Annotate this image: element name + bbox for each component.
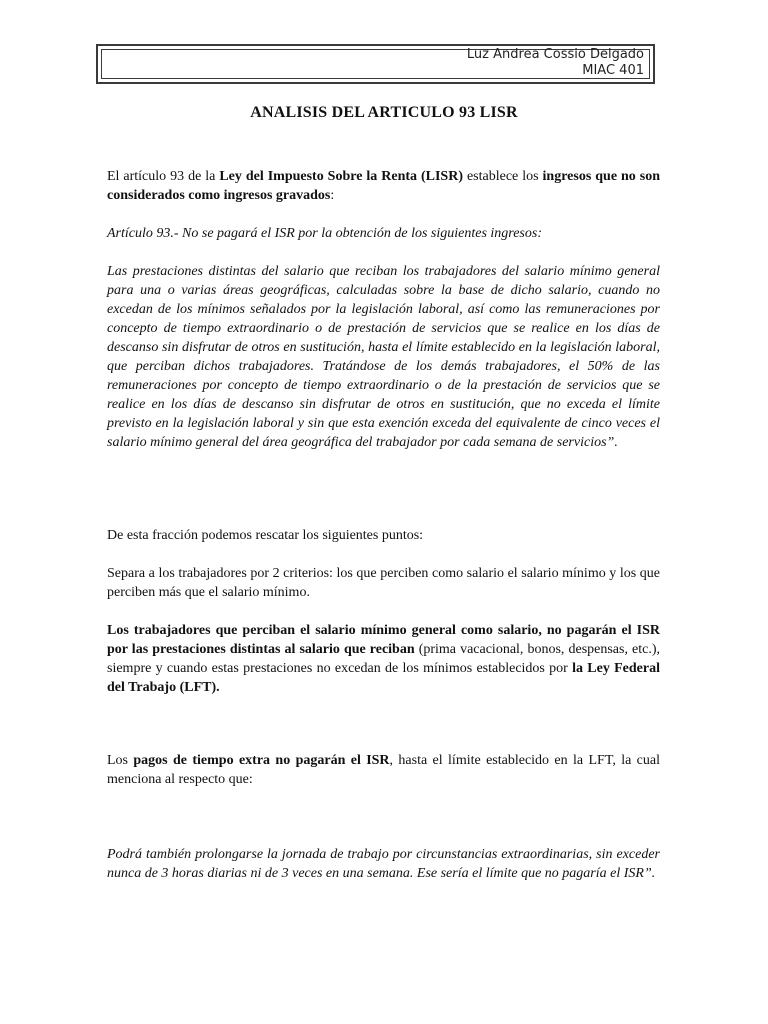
overtime-paragraph bbox=[107, 751, 660, 789]
course-code: MIAC 401 bbox=[582, 63, 644, 78]
overtime-bold-1: pagos de tiempo extra no pagarán el ISR bbox=[133, 753, 390, 768]
intro-text-2: establece los bbox=[463, 169, 543, 184]
document-title: ANALISIS DEL ARTICULO 93 LISR bbox=[250, 104, 518, 121]
overtime-text-2: , hasta el límite establecido en la LFT, la cual menciona al respecto que: bbox=[107, 753, 660, 787]
article-heading: Artículo 93.- No se pagará el ISR por la obtención de los siguientes ingresos: bbox=[107, 226, 542, 241]
lft-quote: Podrá también prolongarse la jornada de trabajo por circunstancias extraordinarias, sin exceder nunca de 3 horas diarias ni de 3 veces en una semana. Ese sería el límite que no pagaría el ISR”. bbox=[107, 847, 660, 881]
rescue-points-text: De esta fracción podemos rescatar los siguientes puntos: bbox=[107, 528, 424, 543]
minimum-wage-bold-2: la Ley Federal del Trabajo (LFT). bbox=[107, 661, 660, 695]
intro-text-3: : bbox=[330, 188, 335, 203]
intro-text-1: El artículo 93 de la bbox=[107, 169, 220, 184]
minimum-wage-bold-1: Los trabajadores que perciban el salario mínimo general como salario, no pagarán el ISR por las prestaciones distintas al salario que reciban bbox=[107, 623, 660, 657]
intro-paragraph bbox=[107, 167, 660, 205]
author-name: Luz Andrea Cossio Delgado bbox=[466, 47, 644, 62]
overtime-text-1: Los bbox=[107, 753, 134, 768]
minimum-wage-paragraph bbox=[107, 621, 660, 697]
article-text: Las prestaciones distintas del salario que reciban los trabajadores del salario mínimo general para una o varias áreas geográficas, calculadas sobre la base de dicho salario, cuando no excedan de los mínimos señalados por la legislación laboral, así como las remuneraciones por concepto de tiempo extraordinario o de prestación de servicios que se realice en los días de descanso sin disfrutar de otros en sustitución, hasta el límite establecido en la legislación laboral, que perciban dichos trabajadores. Tratándose de los demás trabajadores, el 50% de las remuneraciones por concepto de tiempo extraordinario o de la prestación de servicios que se realice en los días de descanso sin disfrutar de otros en sustitución, que no exceda el límite previsto en la legislación laboral y sin que esta exención exceda del equivalente de cinco veces el salario mínimo general del área geográfica del trabajador por cada semana de servicios”. bbox=[107, 264, 660, 450]
criteria-paragraph: Separa a los trabajadores por 2 criterios: los que perciben como salario el salario mínimo y los que perciben más que el salario mínimo. bbox=[107, 566, 660, 600]
minimum-wage-text-1: (prima vacacional, bonos, despensas, etc.), siempre y cuando estas prestaciones no excedan de los mínimos establecidos por bbox=[107, 642, 660, 676]
intro-bold-2: ingresos que no son considerados como ingresos gravados bbox=[107, 169, 660, 203]
intro-bold-1: Ley del Impuesto Sobre la Renta (LISR) bbox=[219, 169, 463, 184]
header-text bbox=[467, 47, 644, 79]
header-box bbox=[96, 44, 655, 84]
